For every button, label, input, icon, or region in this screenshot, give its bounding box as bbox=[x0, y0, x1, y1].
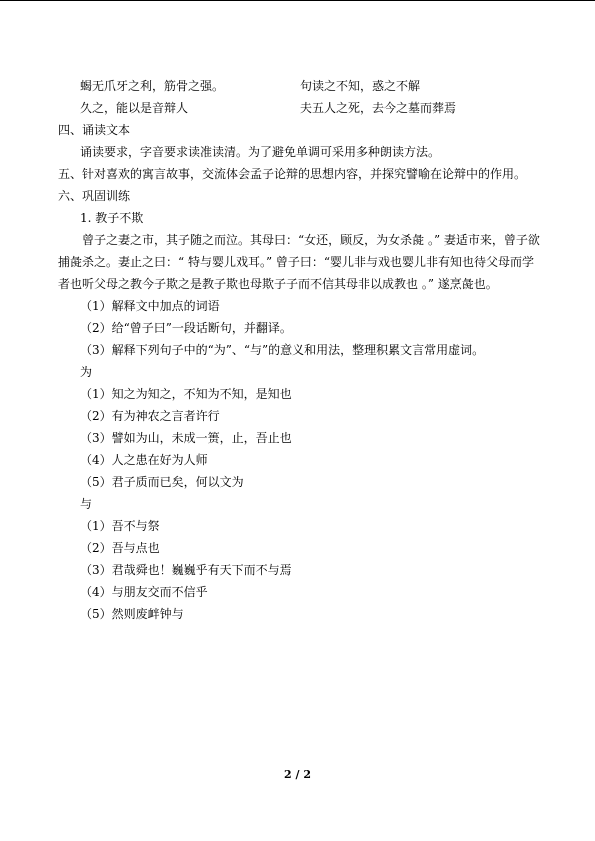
story-paragraph: 曾子之妻之市，其子随之而泣。其母曰：“女还，顾反，为女杀彘 。” 妻适市来，曾子欲捕彘杀之。妻止之曰：“ 特与婴儿戏耳。” 曾子曰：“婴儿非与戏也婴儿非有知也待父母而学者也听父母之教今子欺之是教子欺也母欺子子而不信其母非以成教也 。” 遂烹彘也。 bbox=[58, 233, 540, 291]
list-item: （3）君哉舜也！巍巍乎有天下而不与焉 bbox=[80, 563, 292, 577]
question: （2）给“曾子曰”一段话断句，并翻译。 bbox=[80, 321, 292, 335]
section-heading: 四、诵读文本 bbox=[58, 123, 131, 137]
question: （1）解释文中加点的词语 bbox=[80, 299, 220, 313]
subheading-yu: 与 bbox=[80, 497, 93, 511]
subheading-wei: 为 bbox=[80, 365, 93, 379]
top-border bbox=[0, 0, 595, 1]
list-item: （2）吾与点也 bbox=[80, 541, 160, 555]
exercise-title: 1. 教子不欺 bbox=[80, 211, 144, 225]
question: （3）解释下列句子中的“为”、“与”的意义和用法，整理积累文言常用虚词。 bbox=[80, 343, 485, 357]
list-item: （2）有为神农之言者许行 bbox=[80, 409, 220, 423]
section-heading: 六、巩固训练 bbox=[58, 189, 131, 203]
page-number: 2 / 2 bbox=[284, 768, 311, 781]
list-item: （1）知之为知之，不知为不知，是知也 bbox=[80, 387, 292, 401]
list-item: （3）譬如为山，未成一篑，止，吾止也 bbox=[80, 431, 292, 445]
text-line: 蝎无爪牙之利，筋骨之强。 bbox=[80, 79, 225, 93]
list-item: （4）与朋友交而不信乎 bbox=[80, 585, 208, 599]
list-item: （1）吾不与祭 bbox=[80, 519, 160, 533]
list-item: （4）人之患在好为人师 bbox=[80, 453, 208, 467]
section-heading: 五、针对喜欢的寓言故事，交流体会孟子论辩的思想内容，并探究譬喻在论辩中的作用。 bbox=[58, 167, 527, 181]
list-item: （5）然则废衅钟与 bbox=[80, 607, 184, 621]
text-line: 诵读要求，字音要求读准读清。为了避免单调可采用多种朗读方法。 bbox=[80, 145, 441, 159]
text-line: 久之，能以是音辩人 bbox=[80, 101, 189, 115]
text-line: 句读之不知，惑之不解 bbox=[300, 79, 421, 93]
text-line: 夫五人之死，去今之墓而葬焉 bbox=[300, 101, 457, 115]
list-item: （5）君子质而已矣，何以文为 bbox=[80, 475, 244, 489]
